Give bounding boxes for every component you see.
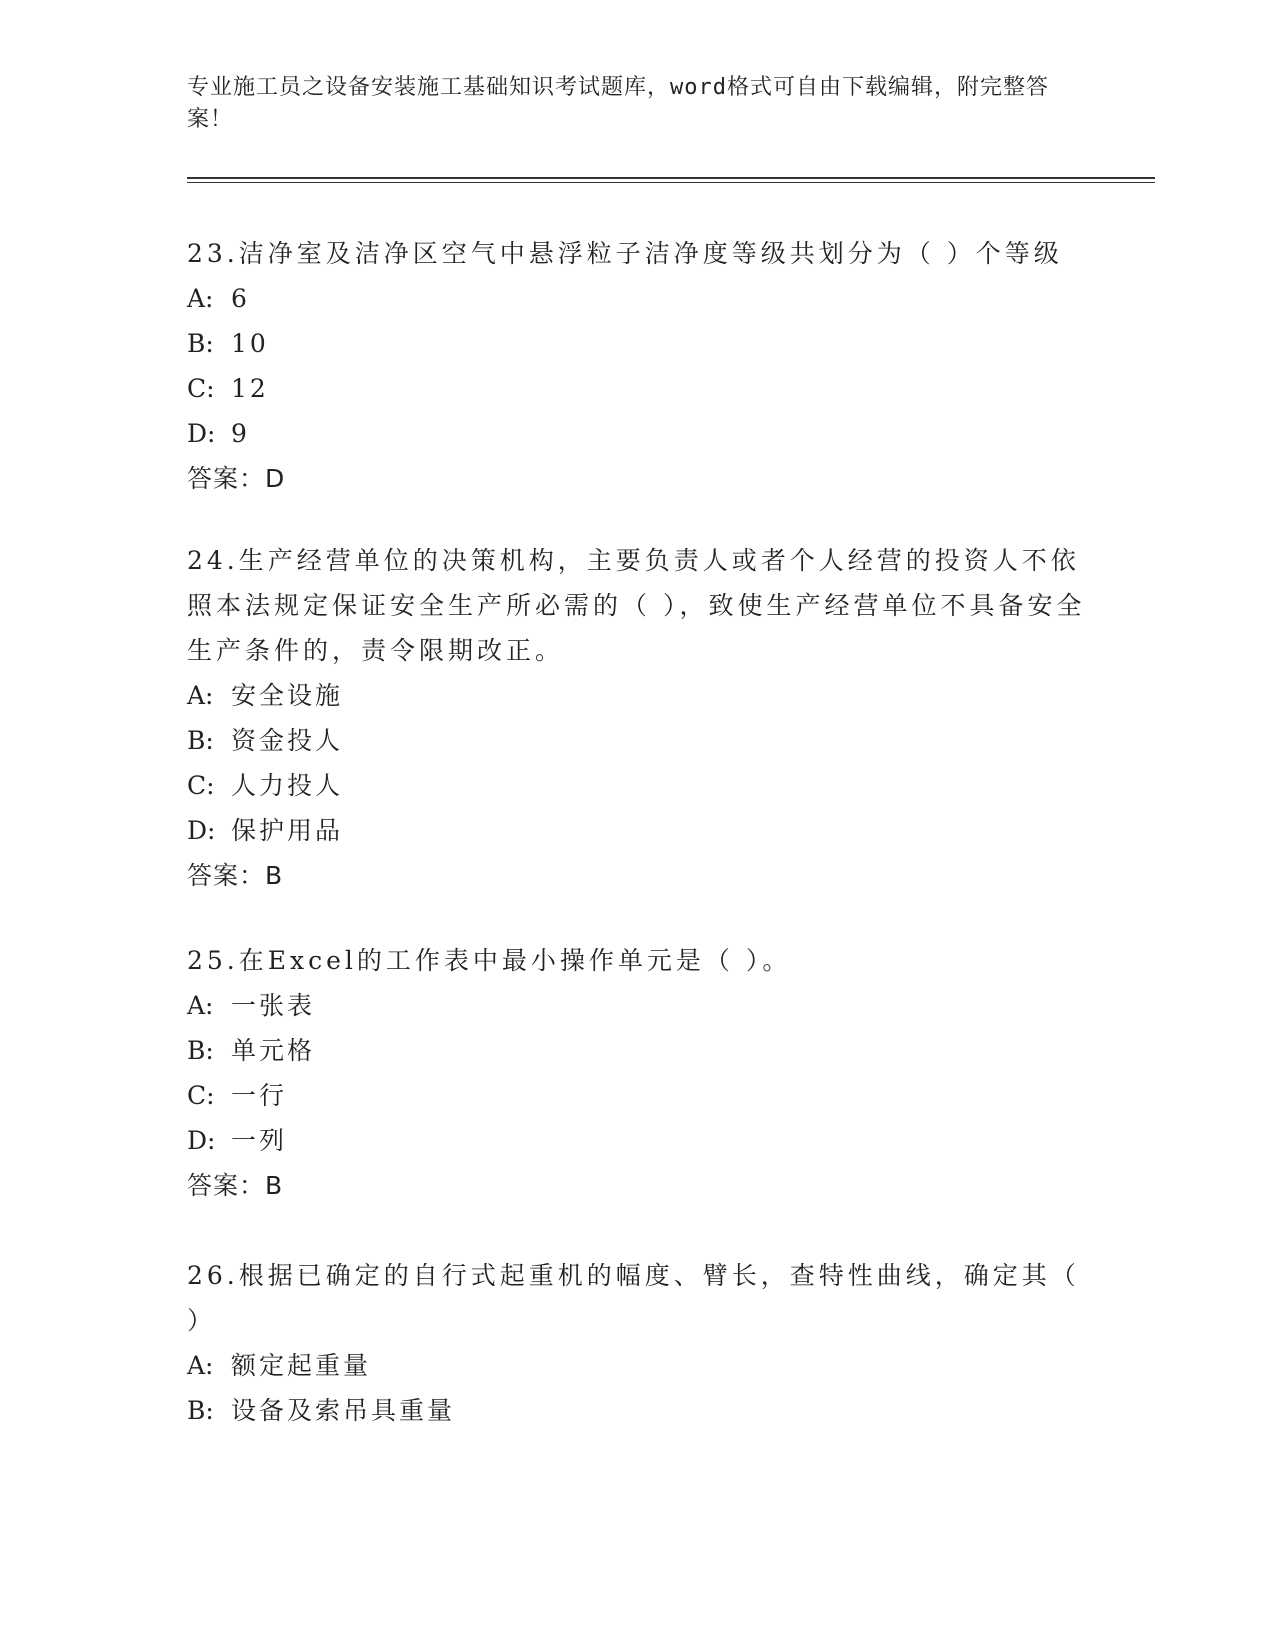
- question-stem: 25.在Excel的工作表中最小操作单元是（ ）。: [187, 946, 792, 975]
- option-a: A: 一张表: [187, 991, 316, 1020]
- option-b: B: 10: [187, 329, 269, 358]
- answer: 答案：B: [187, 861, 284, 890]
- question-stem: 26.根据已确定的自行式起重机的幅度、臂长，查特性曲线，确定其（ ）: [187, 1261, 1080, 1335]
- option-c: C: 人力投人: [187, 771, 344, 800]
- option-a: A: 额定起重量: [187, 1351, 372, 1380]
- option-b: B: 单元格: [187, 1036, 316, 1065]
- option-c: C: 12: [187, 374, 269, 403]
- option-c: C: 一行: [187, 1081, 288, 1110]
- question-24: [187, 538, 1087, 899]
- option-d: D: 一列: [187, 1126, 288, 1155]
- option-d: D: 保护用品: [187, 816, 344, 845]
- option-b: B: 资金投人: [187, 726, 344, 755]
- option-d: D: 9: [187, 419, 250, 448]
- question-stem: 24.生产经营单位的决策机构，主要负责人或者个人经营的投资人不依照本法规定保证安全生产所必需的（ ），致使生产经营单位不具备安全生产条件的，责令限期改正。: [187, 546, 1086, 665]
- answer: 答案：D: [187, 464, 286, 493]
- option-a: A: 安全设施: [187, 681, 344, 710]
- header-divider-thin: [187, 182, 1155, 183]
- question-23: [187, 231, 1087, 502]
- question-25: [187, 938, 1087, 1209]
- question-26: [187, 1253, 1087, 1433]
- option-a: A: 6: [187, 284, 250, 313]
- answer: 答案：B: [187, 1171, 284, 1200]
- document-header: 专业施工员之设备安装施工基础知识考试题库，word格式可自由下载编辑，附完整答案！: [187, 75, 1049, 132]
- question-stem: 23.洁净室及洁净区空气中悬浮粒子洁净度等级共划分为（ ）个等级: [187, 239, 1063, 268]
- option-b: B: 设备及索吊具重量: [187, 1396, 456, 1425]
- header-divider-thick: [187, 177, 1155, 179]
